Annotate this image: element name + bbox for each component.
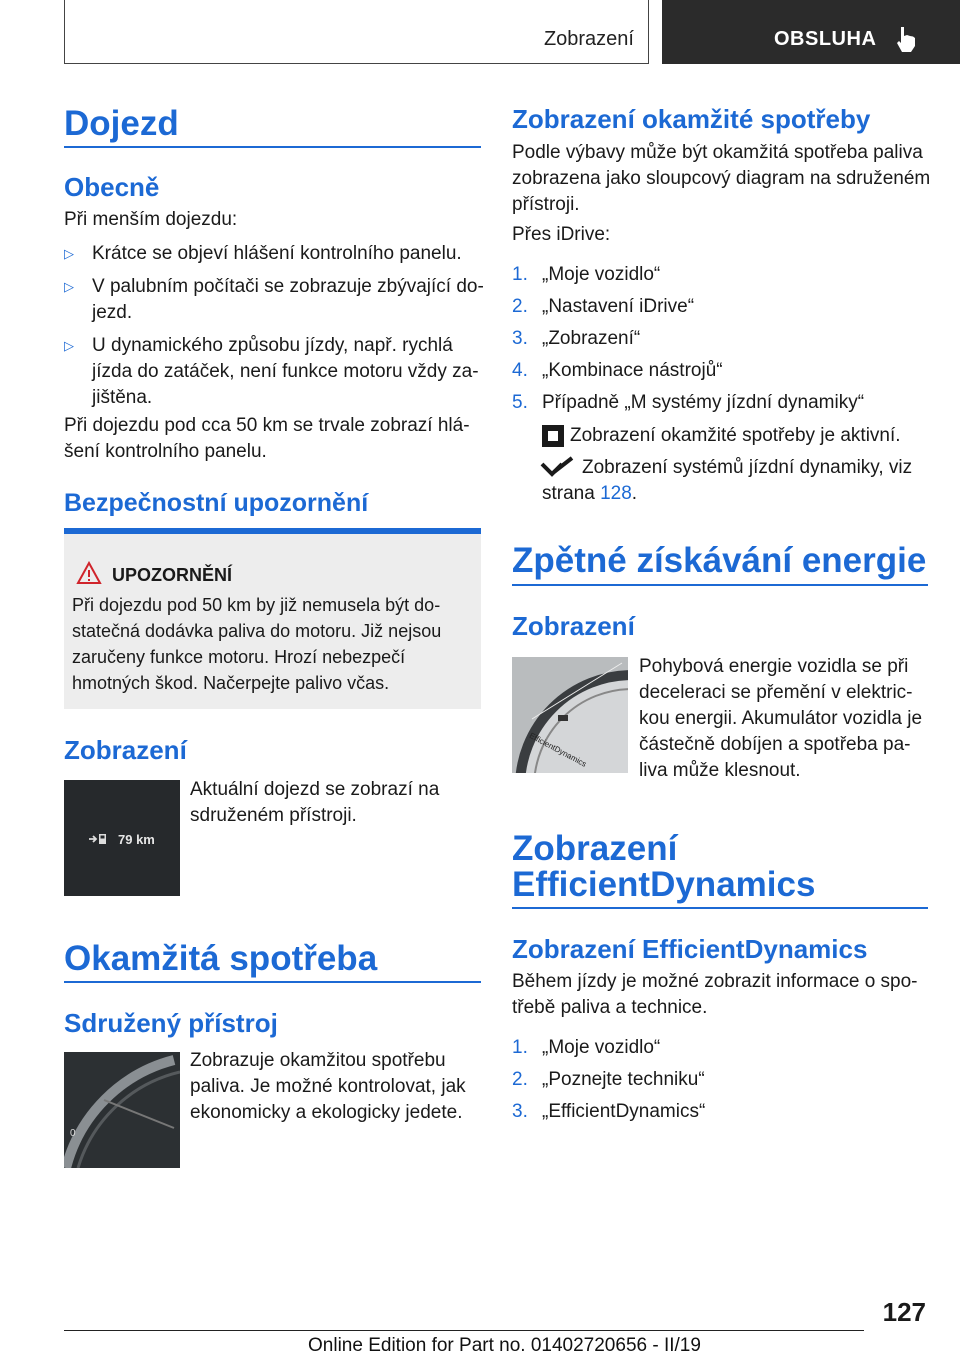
list-item[interactable]: 1. „Moje vozidlo“ (512, 264, 661, 285)
triangle-bullet-icon: ▷ (64, 338, 74, 353)
header-section-tab (64, 0, 649, 64)
list-item[interactable]: 5. Případně „M systémy jízdní dynamiky“ (512, 392, 865, 413)
triangle-bullet-icon: ▷ (64, 246, 74, 261)
bullet-list (64, 241, 484, 418)
triangle-bullet-icon: ▷ (64, 279, 74, 294)
header-chapter-tab[interactable] (662, 0, 960, 64)
warning-triangle-icon (76, 561, 102, 585)
ed-gauge-label: EfficientDynamics (527, 731, 589, 769)
footer-edition: Online Edition for Part no. 01402720656 - II/19 (308, 1335, 701, 1356)
heading-zobrazeni: Zobrazení (64, 735, 187, 765)
ed-text: Během jízdy je možné zobrazit informace o spo- třebě paliva a technice. (512, 971, 918, 1018)
heading-ed-big-line2: EfficientDynamics (512, 865, 816, 904)
range-display-image (64, 780, 180, 896)
rule-zpetne (512, 584, 928, 586)
idrive-intro: Přes iDrive: (512, 224, 611, 245)
header-chapter-label: OBSLUHA (774, 28, 877, 50)
list-item[interactable]: 3. „EfficientDynamics“ (512, 1101, 706, 1122)
sdruzeny-text: Zobrazuje okamžitou spotřebu paliva. Je možné kontrolovat, jak ekonomicky a ekologicky jedete. (190, 1050, 466, 1123)
zpetne-text: Pohybová energie vozidla se při deceleraci se přemění v elektric- kou energii. Akumulátor vozidla je částečně dobíjen a spotřeba pa- liva může klesnout. (639, 656, 923, 781)
list-item: ▷ U dynamického způsobu jízdy, např. rychlá jízda do zatáček, není funkce motoru vždy za- jištěna. (64, 335, 479, 408)
heading-okamzita: Okamžitá spotřeba (64, 939, 378, 978)
list-item[interactable]: 3. „Zobrazení“ (512, 328, 641, 349)
list-item[interactable]: 4. „Kombinace nástrojů“ (512, 360, 723, 381)
gauge-arc-graphic (64, 1052, 180, 1168)
page-number: 127 (882, 1297, 926, 1327)
idrive-steps (512, 262, 942, 422)
heading-okamzite-spotreby: Zobrazení okamžité spotřeby (512, 104, 871, 134)
list-item[interactable]: 2. „Poznejte techniku“ (512, 1069, 705, 1090)
list-item: ▷ V palubním počítači se zobrazuje zbývající do- jezd. (64, 276, 484, 323)
heading-ed-small: Zobrazení EfficientDynamics (512, 934, 868, 964)
consumption-gauge-image (64, 1052, 180, 1168)
warning-text: Při dojezdu pod 50 km by již nemusela být do- statečná dodávka paliva do motoru. Již nejsou zaručeny funkce motoru. Hrozí nebezpečí hmotných škod. Načerpejte palivo včas. (72, 595, 442, 693)
rule-okamzita (64, 981, 481, 983)
list-item[interactable]: 1. „Moje vozidlo“ (512, 1037, 661, 1058)
hand-pointer-icon (894, 24, 920, 54)
rule-ed (512, 907, 928, 909)
header-section-label: Zobrazení (543, 28, 634, 50)
after-bullets-text: Při dojezdu pod cca 50 km se trvale zobrazí hlá- šení kontrolního panelu. (64, 415, 470, 462)
range-readout: 79 km (118, 832, 155, 847)
list-item: ▷ Krátce se objeví hlášení kontrolního panelu. (64, 241, 484, 267)
okamzite-text: Podle výbavy může být okamžitá spotřeba paliva zobrazena jako sloupcový diagram na sdruženém přístroji. (512, 142, 931, 215)
checkbox-icon[interactable] (542, 425, 564, 447)
efficientdynamics-gauge-image (512, 657, 628, 773)
list-item[interactable]: 2. „Nastavení iDrive“ (512, 296, 695, 317)
heading-zobrazeni-right: Zobrazení (512, 611, 635, 641)
heading-ed-big-line1: Zobrazení (512, 829, 678, 868)
option-dynamics-text-a: Zobrazení systémů jízdní dynamiky, viz (582, 457, 913, 478)
fuel-pump-icon (88, 832, 114, 846)
option-active-text: Zobrazení okamžité spotřeby je aktivní. (570, 425, 901, 446)
heading-bezpecnostni: Bezpečnostní upozornění (64, 489, 369, 517)
footer-rule (64, 1330, 864, 1331)
zobrazeni-text: Aktuální dojezd se zobrazí na sdruženém přístroji. (190, 779, 440, 826)
intro-text: Při menším dojezdu: (64, 209, 238, 230)
rule-dojezd (64, 146, 481, 148)
ed-steps (512, 1035, 942, 1131)
warning-box (64, 528, 481, 709)
heading-zpetne: Zpětné získávání energie (512, 541, 927, 580)
gauge-zero-label: 0 (70, 1128, 76, 1139)
option-dynamics-text-b: strana 128. (542, 483, 638, 504)
heading-sdruzeny: Sdružený přístroj (64, 1008, 278, 1038)
page-link-128[interactable]: 128 (600, 483, 632, 504)
checkmark-arrow-icon[interactable] (540, 456, 574, 478)
heading-obecne: Obecně (64, 172, 160, 202)
heading-dojezd: Dojezd (64, 104, 179, 143)
warning-title: UPOZORNĚNÍ (112, 565, 233, 585)
